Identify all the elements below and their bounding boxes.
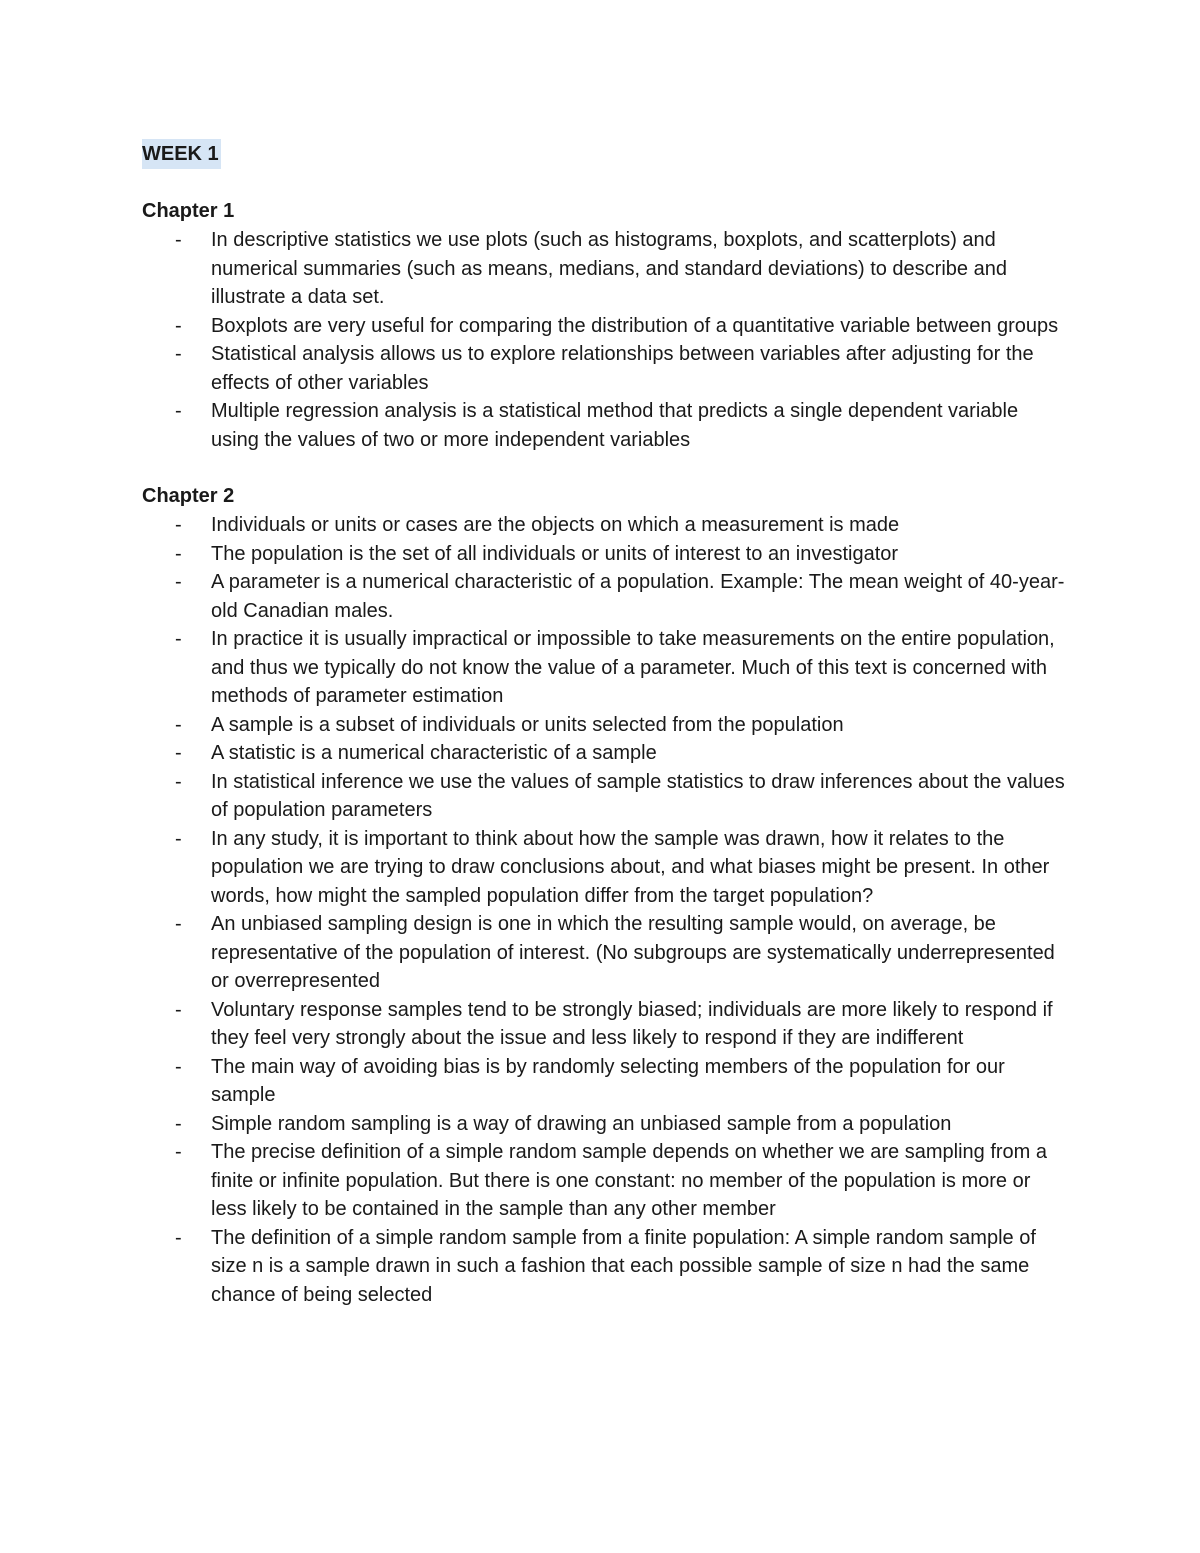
list-item bbox=[142, 1110, 1067, 1139]
list-item-text: In any study, it is important to think about how the sample was drawn, how it relates to the population we are trying to draw conclusions about, and what biases might be present. In other words, how might the sampled population differ from the target population? bbox=[211, 827, 1050, 907]
list-item-text: Statistical analysis allows us to explore relationships between variables after adjusting for the effects of other variables bbox=[211, 343, 1034, 394]
list-item-text: Simple random sampling is a way of drawing an unbiased sample from a population bbox=[211, 1112, 952, 1135]
chapter-2-title: Chapter 2 bbox=[142, 485, 235, 507]
dash-bullet: - bbox=[175, 542, 182, 565]
list-item bbox=[142, 768, 1067, 825]
list-item-text: A sample is a subset of individuals or units selected from the population bbox=[211, 713, 844, 736]
list-item bbox=[142, 625, 1067, 711]
list-item-text: The population is the set of all individuals or units of interest to an investigator bbox=[211, 542, 899, 565]
dash-bullet: - bbox=[175, 913, 182, 935]
chapter-2-section bbox=[142, 481, 1067, 1309]
list-item bbox=[142, 540, 1067, 569]
dash-bullet: - bbox=[175, 1141, 182, 1163]
list-item-text: The precise definition of a simple random sample depends on whether we are sampling from a finite or infinite population. But there is one constant: no member of the population is more or less likely to be contained in the sample than any other member bbox=[211, 1141, 1047, 1220]
chapter-1-section bbox=[142, 196, 1067, 454]
list-item-text: Multiple regression analysis is a statistical method that predicts a single dependent variable using the values of two or more independent variables bbox=[211, 400, 1019, 451]
list-item bbox=[142, 226, 1067, 312]
list-item bbox=[142, 825, 1067, 911]
dash-bullet: - bbox=[175, 343, 182, 365]
dash-bullet: - bbox=[175, 1226, 182, 1249]
dash-bullet: - bbox=[175, 628, 182, 650]
list-item bbox=[142, 312, 1067, 341]
chapter-2-list bbox=[142, 511, 1067, 1309]
dash-bullet: - bbox=[175, 998, 182, 1021]
list-item-text: A parameter is a numerical characteristic of a population. Example: The mean weight of 40-year-old Canadian males. bbox=[211, 571, 1065, 622]
list-item-text: A statistic is a numerical characteristic of a sample bbox=[211, 742, 657, 764]
dash-bullet: - bbox=[175, 229, 182, 251]
dash-bullet: - bbox=[175, 1055, 182, 1078]
list-item-text: Individuals or units or cases are the objects on which a measurement is made bbox=[211, 514, 900, 536]
list-item-text: Voluntary response samples tend to be strongly biased; individuals are more likely to respond if they feel very strongly about the issue and less likely to respond if they are indifferent bbox=[211, 998, 1053, 1049]
document-body bbox=[142, 139, 1067, 1309]
list-item bbox=[142, 397, 1067, 454]
list-item bbox=[142, 711, 1067, 740]
list-item bbox=[142, 1053, 1067, 1110]
list-item bbox=[142, 1138, 1067, 1224]
chapter-1-title: Chapter 1 bbox=[142, 200, 235, 222]
dash-bullet: - bbox=[175, 770, 182, 793]
dash-bullet: - bbox=[175, 314, 182, 337]
list-item-text: In statistical inference we use the values of sample statistics to draw inferences about the values of population parameters bbox=[211, 770, 1065, 821]
list-item bbox=[142, 511, 1067, 540]
list-item bbox=[142, 739, 1067, 768]
list-item-text: An unbiased sampling design is one in which the resulting sample would, on average, be representative of the population of interest. (No subgroups are systematically underrepresented or overrepresented bbox=[211, 913, 1055, 992]
list-item-text: In descriptive statistics we use plots (such as histograms, boxplots, and scatterplots) and numerical summaries (such as means, medians, and standard deviations) to describe and illustrate a data set. bbox=[211, 229, 1007, 308]
chapter-1-list bbox=[142, 226, 1067, 454]
list-item-text: Boxplots are very useful for comparing the distribution of a quantitative variable between groups bbox=[211, 314, 1059, 337]
dash-bullet: - bbox=[175, 571, 182, 593]
dash-bullet: - bbox=[175, 400, 182, 422]
week-heading: WEEK 1 bbox=[142, 139, 221, 169]
dash-bullet: - bbox=[175, 827, 182, 850]
dash-bullet: - bbox=[175, 1112, 182, 1135]
list-item bbox=[142, 568, 1067, 625]
list-item-text: The main way of avoiding bias is by randomly selecting members of the population for our sample bbox=[211, 1055, 1005, 1106]
list-item bbox=[142, 910, 1067, 996]
dash-bullet: - bbox=[175, 514, 182, 536]
list-item bbox=[142, 340, 1067, 397]
dash-bullet: - bbox=[175, 713, 182, 736]
dash-bullet: - bbox=[175, 742, 182, 764]
list-item-text: In practice it is usually impractical or impossible to take measurements on the entire population, and thus we typically do not know the value of a parameter. Much of this text is concerned with methods of parameter estimation bbox=[211, 628, 1055, 707]
list-item bbox=[142, 1224, 1067, 1310]
list-item bbox=[142, 996, 1067, 1053]
list-item-text: The definition of a simple random sample from a finite population: A simple random sample of size n is a sample drawn in such a fashion that each possible sample of size n had the same chance of being selected bbox=[211, 1226, 1036, 1306]
